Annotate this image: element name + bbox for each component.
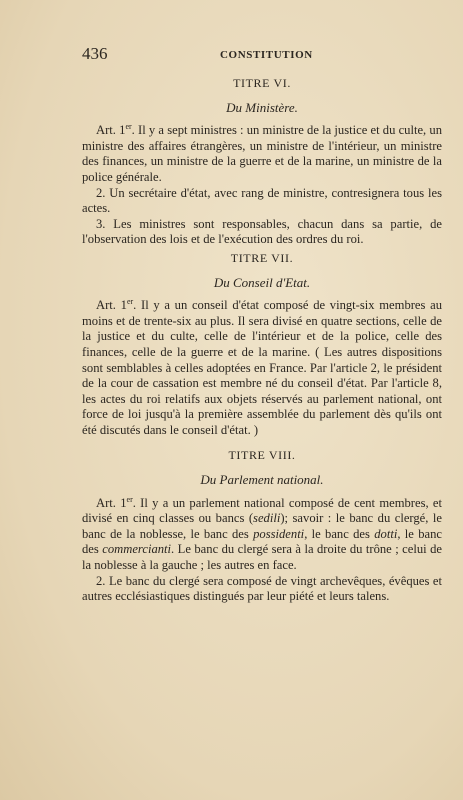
- titre-vi-article-1: [82, 123, 442, 185]
- article-dot: .: [132, 495, 136, 510]
- titre-vi-article-2: 2. Un secrétaire d'état, avec rang de ministre, contresignera tous les actes.: [82, 185, 442, 216]
- titre-viii-subtitle: Du Parlement national.: [200, 472, 324, 488]
- titre-vii-heading: TITRE VII.: [230, 250, 294, 265]
- titre-viii-heading: TITRE VIII.: [228, 448, 296, 463]
- article-text-d: , le banc des: [82, 526, 442, 557]
- article-text-e: . Le banc du clergé sera à la droite du trône ; celui de la noblesse à la gauche ; les autres en face.: [82, 542, 442, 573]
- term-dotti: dotti: [374, 526, 398, 541]
- article-text: Il y a un conseil d'état composé de vingt-six membres au moins et de trente-six au plus. Il sera divisé en quatre sections, celle de la justice et du culte, celle de l'intérieur et de la police, celle des finances, celle de la guerre et de la marine. ( Les autres dispositions sont semblables à celles adoptées en France. Par l'article 2, le président de la cour de cassation est membre né du conseil d'état. Par l'article 8, les actes du roi relatifs aux objets réservés au parlement national, ont force de loi jusqu'à la première assemblée du parlement dès qu'ils ont été discutés dans le conseil d'état. ): [82, 298, 442, 437]
- titre-vi-subtitle: Du Ministère.: [226, 99, 298, 115]
- article-label: Art. 1: [96, 495, 127, 510]
- running-head: CONSTITUTION: [220, 49, 313, 61]
- article-dot: .: [133, 298, 137, 313]
- article-dot: .: [131, 123, 135, 138]
- article-text-c: , le banc des: [304, 526, 375, 541]
- page-body: [82, 72, 442, 605]
- article-label: Art. 1: [96, 123, 126, 138]
- spacer: [82, 438, 442, 443]
- term-sedili: sedili: [253, 511, 281, 526]
- titre-viii-article-1: [82, 496, 442, 574]
- article-label: Art. 1: [96, 298, 127, 313]
- page-number: 436: [82, 44, 108, 63]
- titre-viii-article-2: 2. Le banc du clergé sera composé de vingt archevêques, évêques et autres ecclésiastiques distingués par leur piété et leurs talens.: [82, 573, 442, 604]
- titre-vi-article-3: 3. Les ministres sont responsables, chacun dans sa partie, de l'observation des lois et de l'exécution des ordres du roi.: [82, 216, 442, 247]
- titre-vii-article-1: [82, 298, 442, 438]
- article-text-b: ); savoir : le banc du clergé, le banc de la noblesse, le banc des: [82, 511, 442, 541]
- article-text: Il y a sept ministres : un ministre de la justice et du culte, un ministre des affaires étrangères, un ministre de l'intérieur, un ministre des finances, un ministre de la guerre et de la marine, un ministre de la police générale.: [82, 123, 442, 184]
- titre-vii-subtitle: Du Conseil d'Etat.: [213, 274, 311, 290]
- article-sup: er: [126, 494, 133, 504]
- term-possidenti: possidenti: [253, 526, 305, 541]
- titre-vi-heading: TITRE VI.: [233, 76, 291, 90]
- article-sup: er: [125, 122, 132, 131]
- term-commercianti: commercianti: [102, 542, 172, 557]
- page-header: [82, 44, 406, 64]
- article-text-a: Il y a un parlement national composé de cent membres, et divisé en cinq classes ou bancs (: [82, 495, 442, 526]
- article-sup: er: [126, 296, 134, 306]
